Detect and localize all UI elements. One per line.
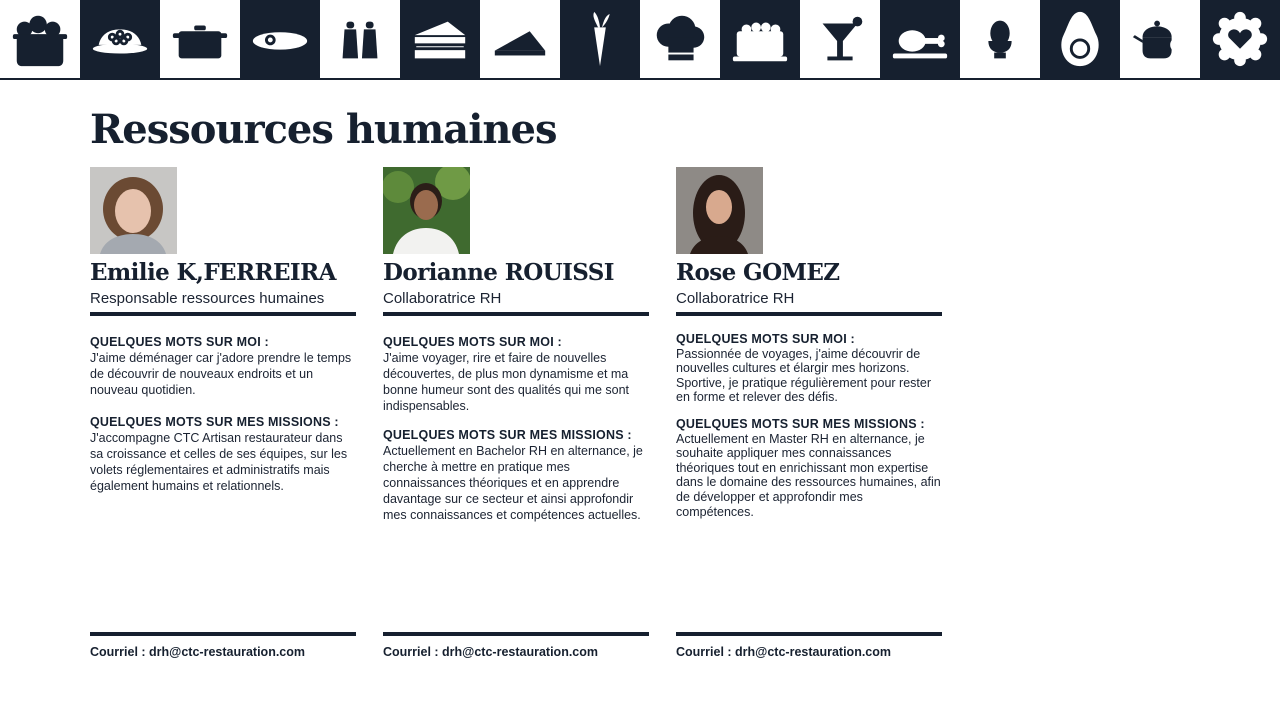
about-heading: QUELQUES MOTS SUR MOI : [90, 335, 269, 349]
page-title: Ressources humaines [90, 106, 557, 153]
divider [383, 312, 649, 316]
team-member-card [676, 167, 944, 667]
salt-pepper-icon [320, 0, 400, 78]
missions-heading: QUELQUES MOTS SUR MES MISSIONS : [676, 417, 925, 431]
missions-section [383, 427, 651, 523]
missions-text: J'accompagne CTC Artisan restaurateur dans sa croissance et celles de ses équipes, sur les volets réglementaires et administratifs mais également humains et relationnels. [90, 431, 348, 493]
egg-cup-icon [960, 0, 1040, 78]
member-role: Collaboratrice RH [676, 290, 795, 307]
basket-icon [0, 0, 80, 78]
about-text: J'aime voyager, rire et faire de nouvelles découvertes, de plus mon dynamisme et ma bonne humeur sont des qualités qui me sont indispensables. [383, 351, 629, 413]
divider [90, 312, 356, 316]
divider [383, 632, 649, 636]
cooking-pot-icon [160, 0, 240, 78]
divider [676, 312, 942, 316]
casserole-dish-icon [720, 0, 800, 78]
about-text: J'aime déménager car j'adore prendre le temps de découvrir de nouveaux endroits et un nouveau quotidien. [90, 351, 352, 397]
cocktail-glass-icon [800, 0, 880, 78]
chef-hat-icon [640, 0, 720, 78]
team-member-card [383, 167, 651, 667]
cake-slice-icon [400, 0, 480, 78]
about-section [676, 332, 944, 405]
missions-section [676, 417, 944, 519]
carrot-icon [560, 0, 640, 78]
team-member-card [90, 167, 358, 667]
teapot-icon [1120, 0, 1200, 78]
about-heading: QUELQUES MOTS SUR MOI : [383, 335, 562, 349]
steak-icon [240, 0, 320, 78]
member-name: Rose GOMEZ [676, 259, 840, 286]
profile-photo [676, 167, 763, 254]
member-name: Emilie K,FERREIRA [90, 259, 336, 286]
about-heading: QUELQUES MOTS SUR MOI : [676, 332, 855, 346]
missions-text: Actuellement en Bachelor RH en alternance, je cherche à mettre en pratique mes connaissances théoriques et en apprendre davantage sur ce secteur et ainsi approfondir mes connaissances et compétences actuelles. [383, 444, 643, 522]
member-role: Responsable ressources humaines [90, 290, 325, 307]
contact-email[interactable]: Courriel : drh@ctc-restauration.com [676, 645, 892, 659]
member-name: Dorianne ROUISSI [383, 259, 614, 286]
divider [90, 632, 356, 636]
missions-section [90, 414, 358, 494]
missions-heading: QUELQUES MOTS SUR MES MISSIONS : [90, 415, 339, 429]
about-section [90, 334, 358, 398]
missions-heading: QUELQUES MOTS SUR MES MISSIONS : [383, 428, 632, 442]
heart-badge-icon [1200, 0, 1280, 78]
about-text: Passionnée de voyages, j'aime découvrir de nouvelles cultures et élargir mes horizons. Sportive, je pratique régulièrement pour rester en forme et relever des défis. [676, 346, 931, 405]
contact-email[interactable]: Courriel : drh@ctc-restauration.com [383, 645, 599, 659]
contact-email[interactable]: Courriel : drh@ctc-restauration.com [90, 645, 306, 659]
food-icon-banner [0, 0, 1280, 80]
profile-photo [90, 167, 177, 254]
member-role: Collaboratrice RH [383, 290, 502, 307]
pasta-plate-icon [80, 0, 160, 78]
about-section [383, 334, 651, 414]
ham-platter-icon [880, 0, 960, 78]
avocado-icon [1040, 0, 1120, 78]
pie-slice-icon [480, 0, 560, 78]
profile-photo [383, 167, 470, 254]
divider [676, 632, 942, 636]
missions-text: Actuellement en Master RH en alternance, je souhaite appliquer mes connaissances théoriques tout en enrichissant mon expertise dans le domaine des ressources humaines, afin de développer et approfondir mes compétences. [676, 431, 941, 519]
